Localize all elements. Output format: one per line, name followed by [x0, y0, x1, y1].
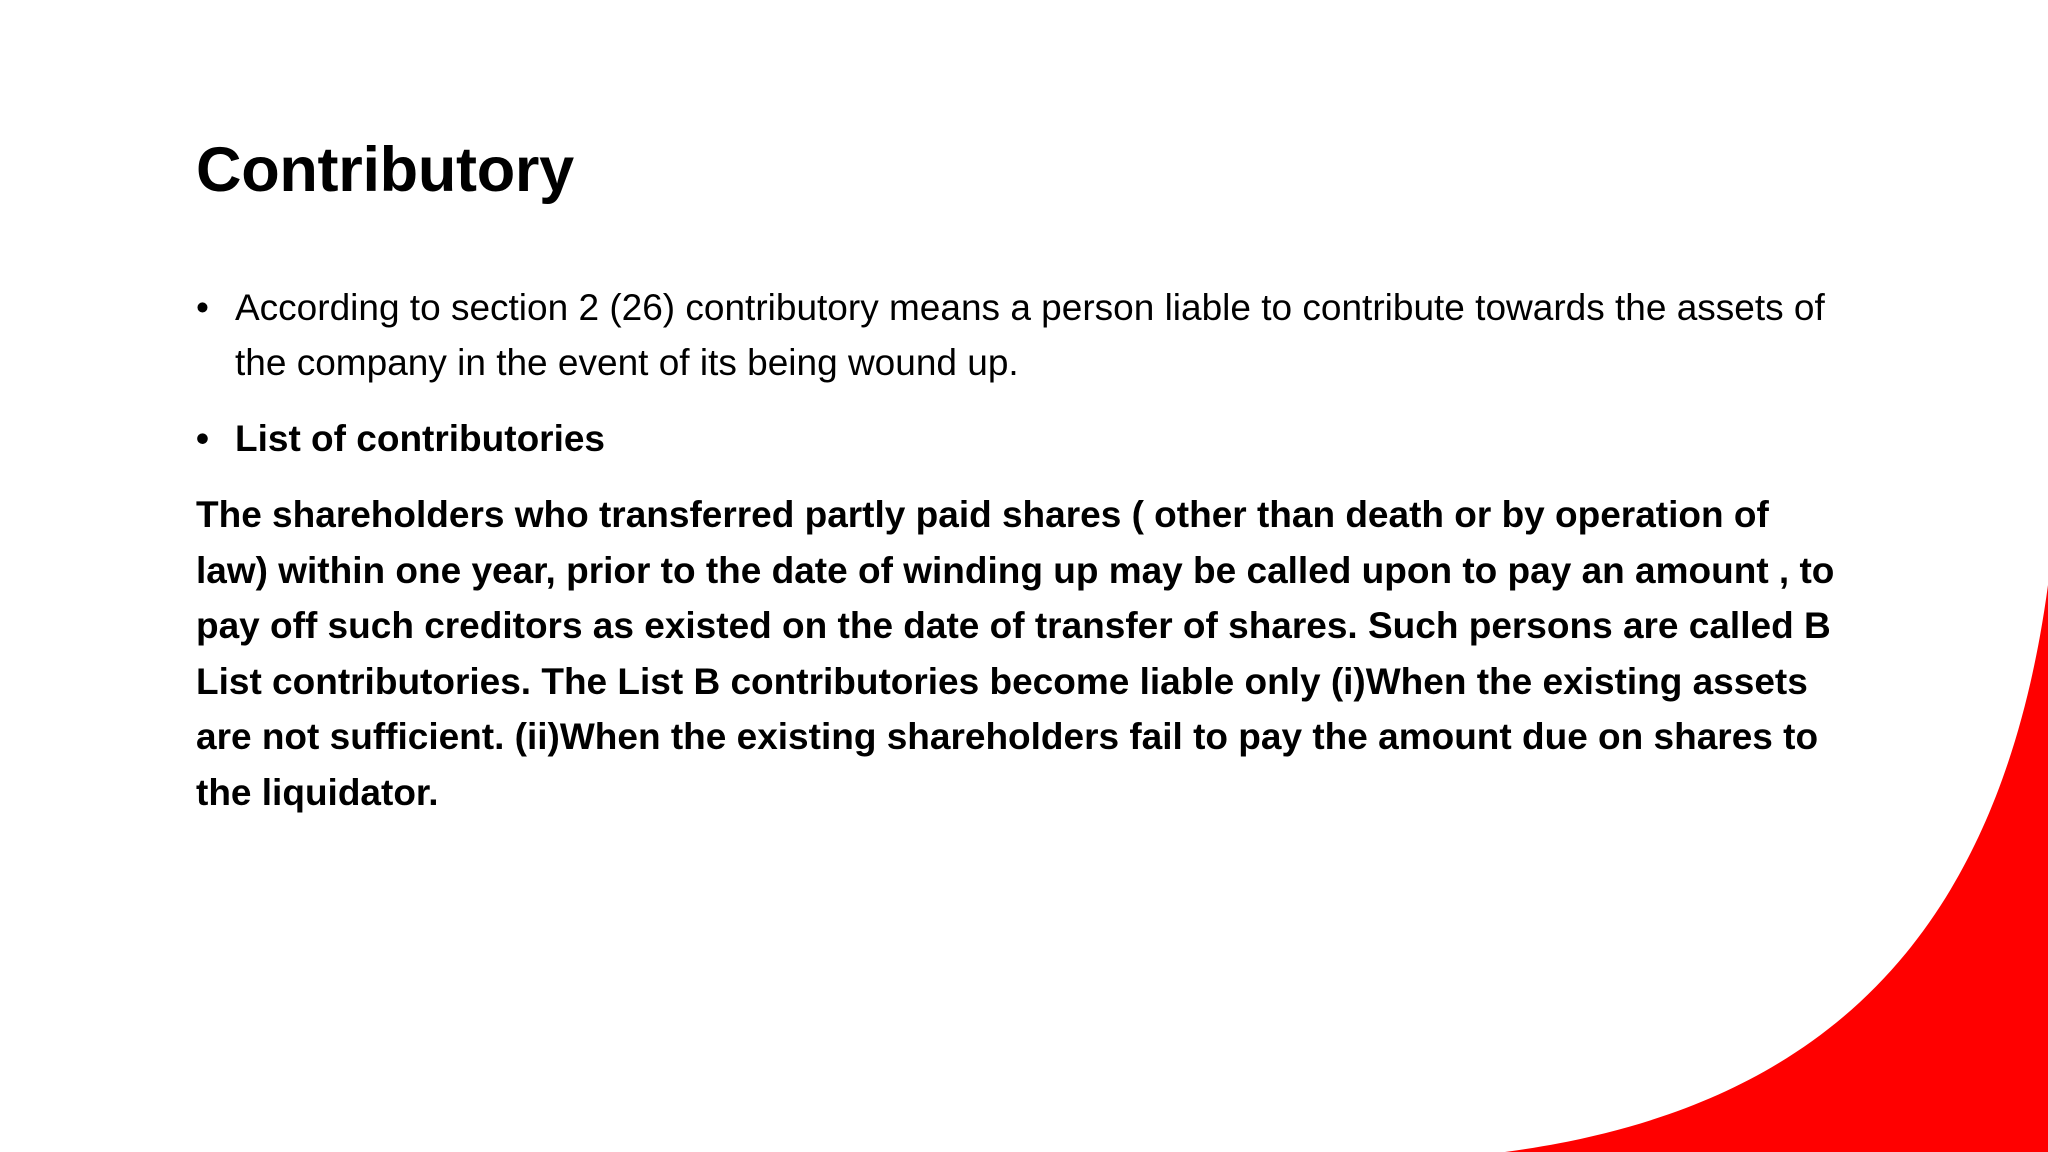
slide-content	[196, 280, 1846, 820]
bullet-definition	[196, 280, 1846, 390]
slide-title: Contributory	[196, 135, 574, 205]
bullet-list-heading-text: List of contributories	[235, 418, 605, 459]
bullet-list-heading	[196, 411, 1846, 466]
bullet-definition-text: According to section 2 (26) contributory means a person liable to contribute towards the assets of the company in the event of its being wound up.	[235, 287, 1825, 383]
bullet-marker: •	[196, 287, 209, 328]
b-list-paragraph: The shareholders who transferred partly paid shares ( other than death or by operation of law) within one year, prior to the date of winding up may be called upon to pay an amount , to pay off such creditors as existed on the date of transfer of shares. Such persons are called B List contributories. The List B contributories become liable only (i)When the existing assets are not sufficient. (ii)When the existing shareholders fail to pay the amount due on shares to the liquidator.	[196, 494, 1835, 813]
bullet-marker: •	[196, 418, 209, 459]
